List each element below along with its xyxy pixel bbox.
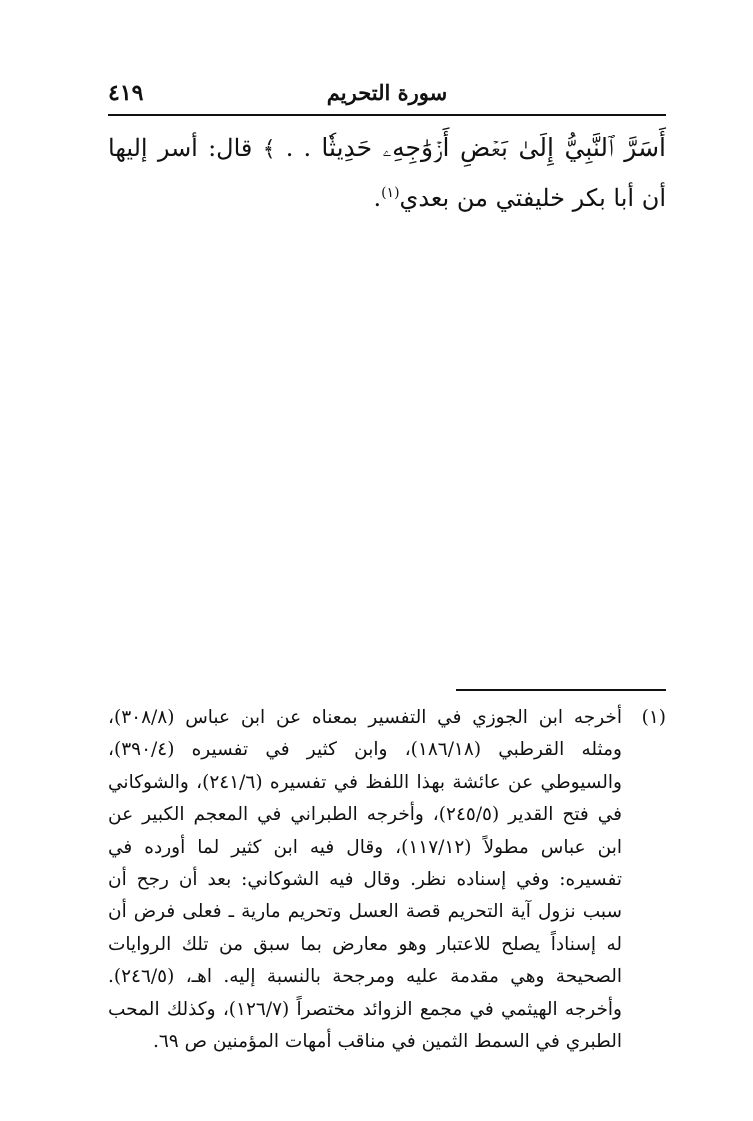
surah-title: سورة التحريم (326, 80, 448, 105)
ellipsis: . . (275, 134, 322, 162)
verse-close-bracket: ﴾ (262, 137, 276, 162)
main-body-text: قال: أسر إليها أن أبا بكر خليفتي من بعدي (108, 134, 666, 212)
footnote-reference[interactable]: (١) (381, 185, 400, 201)
footnote-text: أخرجه ابن الجوزي في التفسير بمعناه عن ابن عباس (٣٠٨/٨)، ومثله القرطبي (١٨٦/١٨)، وابن كثير في تفسيره (٣٩٠/٤)، والسيوطي عن عائشة بهذا اللفظ في تفسيره (٢٤١/٦)، والشوكاني في فتح القدير (٢٤٥/٥)، وأخرجه الطبراني في المعجم الكبير عن ابن عباس مطولاً (١١٧/١٢)، وقال فيه ابن كثير لما أورده في تفسيره: وفي إسناده نظر. وقال فيه الشوكاني: بعد أن رجح أن سبب نزول آية التحريم قصة العسل وتحريم مارية ـ فعلى فرض أن له إسناداً يصلح للاعتبار وهو معارض بما سبق من تلك الروايات الصحيحة وهي مقدمة عليه ومرجحة بالنسبة إليه. اهـ، (٢٤٦/٥). وأخرجه الهيثمي في مجمع الزوائد مختصراً (١٢٦/٧)، وكذلك المحب الطبري في السمط الثمين في مناقب أمهات المؤمنين ص ٦٩. (108, 707, 623, 1053)
footnote-divider (456, 689, 666, 691)
page-header (108, 80, 666, 114)
main-text (108, 124, 666, 222)
footnote-marker: (١) (641, 707, 666, 728)
end-punctuation: . (373, 184, 382, 212)
page-number: ٤١٩ (108, 80, 144, 106)
quran-verse: أَسَرَّ ٱلنَّبِيُّ إِلَىٰ بَعۡضِ أَزۡوَٰجِهِۦ حَدِيثٗا (321, 133, 666, 162)
footnote (108, 702, 666, 1058)
header-divider (108, 114, 666, 116)
